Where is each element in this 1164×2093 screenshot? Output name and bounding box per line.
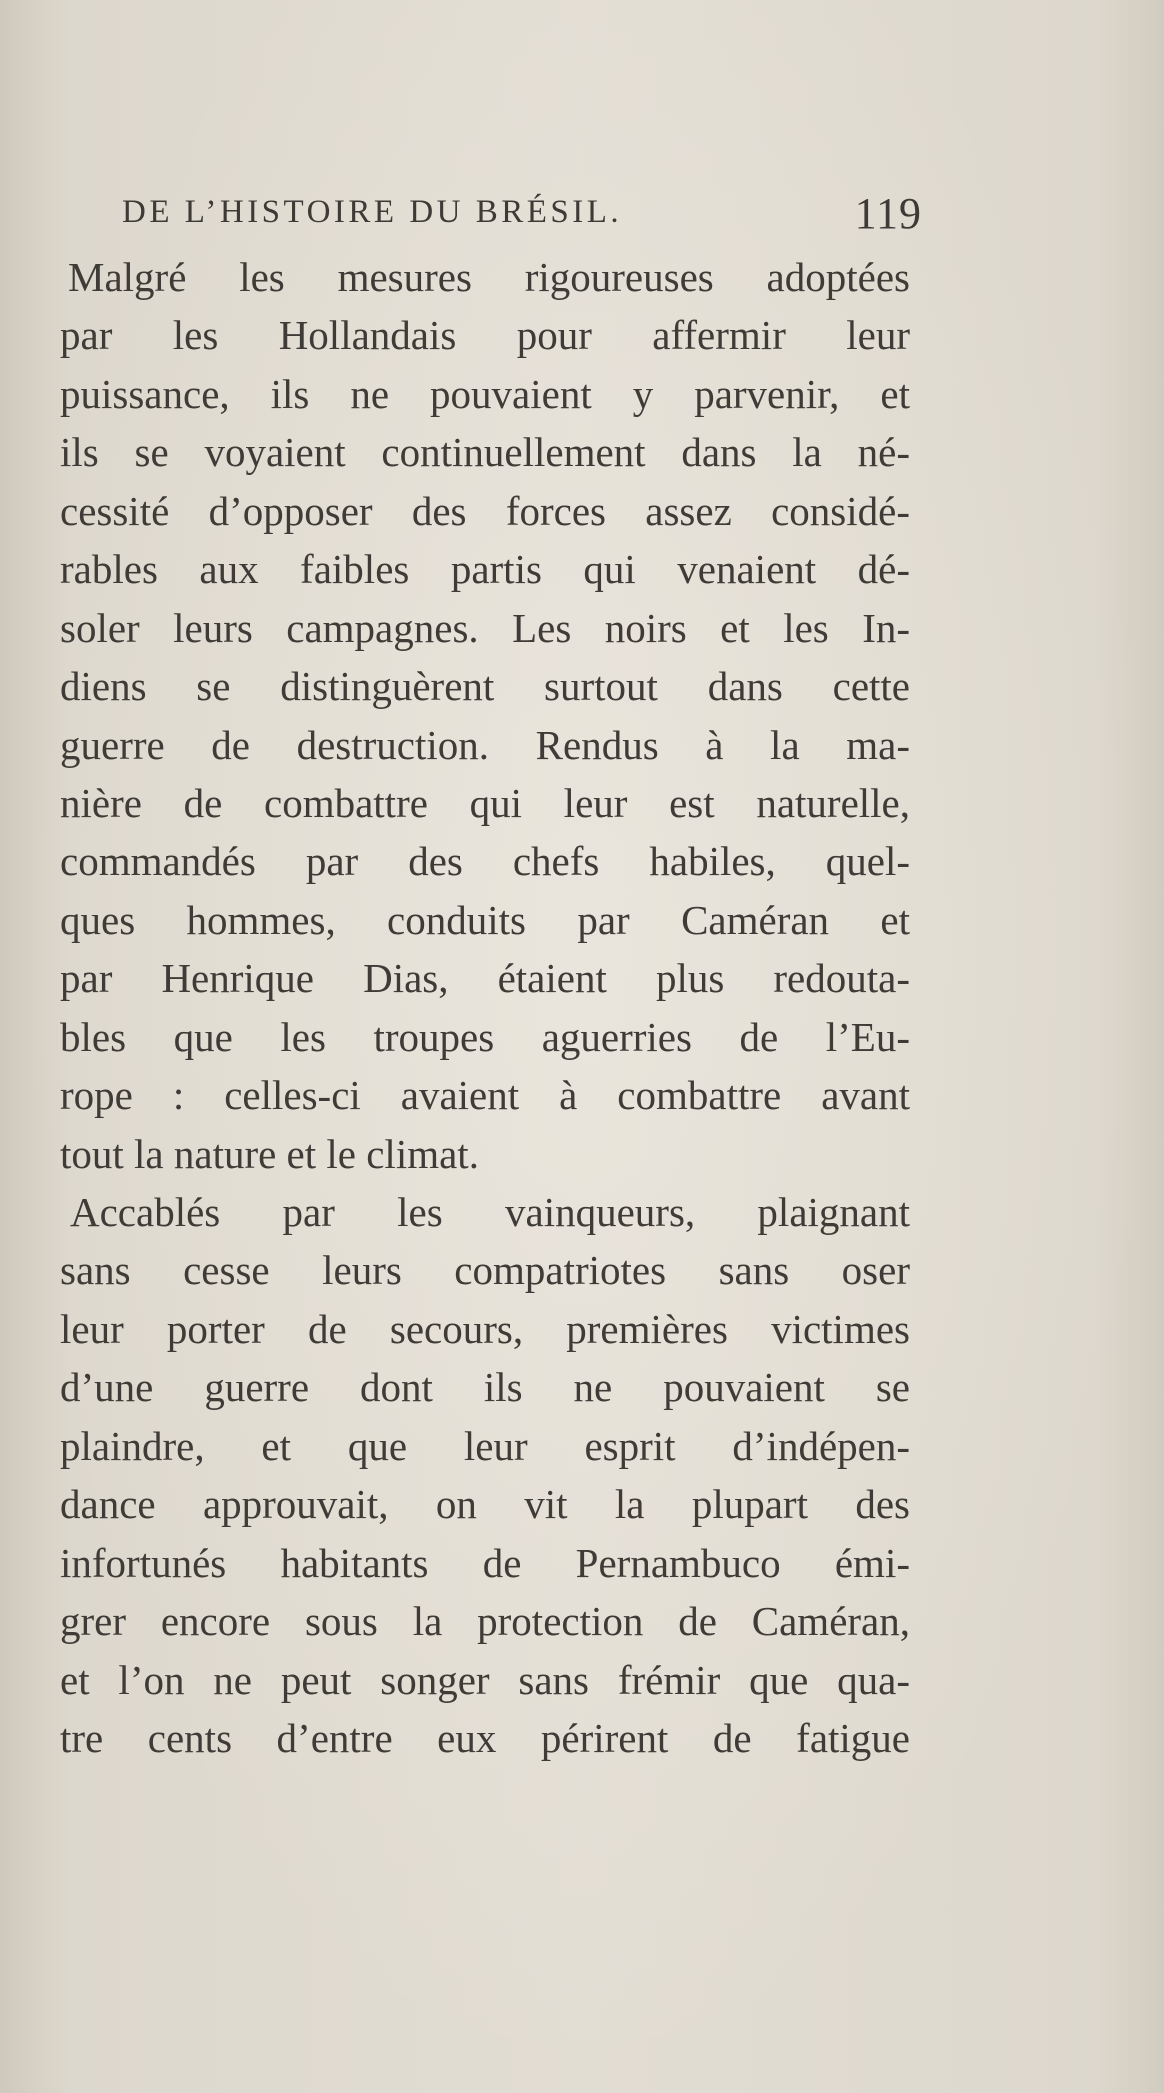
text-line: d’une guerre dont ils ne pouvaient se xyxy=(60,1364,910,1411)
text-line: guerre de destruction. Rendus à la ma- xyxy=(60,721,910,768)
text-line: Malgré les mesures rigoureuses adoptées xyxy=(68,254,910,300)
text-line: grer encore sous la protection de Caméran, xyxy=(60,1598,910,1645)
text-line: par Henrique Dias, étaient plus redouta- xyxy=(60,955,910,1002)
text-line: ils se voyaient continuellement dans la né- xyxy=(60,429,910,476)
text-line: nière de combattre qui leur est naturelle, xyxy=(60,779,910,826)
text-line: commandés par des chefs habiles, quel- xyxy=(60,838,910,885)
running-title: DE L’HISTOIRE DU BRÉSIL. xyxy=(122,194,623,230)
text-line: rables aux faibles partis qui venaient dé- xyxy=(60,546,910,593)
page-number: 119 xyxy=(854,189,922,238)
text-line: puissance, ils ne pouvaient y parvenir, et xyxy=(60,370,910,417)
text-line: rope : celles-ci avaient à combattre avant xyxy=(60,1072,910,1119)
page-header xyxy=(122,188,922,248)
text-line: ques hommes, conduits par Caméran et xyxy=(60,896,910,943)
text-line: dance approuvait, on vit la plupart des xyxy=(60,1481,910,1528)
text-line: sans cesse leurs compatriotes sans oser xyxy=(60,1247,910,1294)
text-line: leur porter de secours, premières victimes xyxy=(60,1305,910,1352)
text-line: plaindre, et que leur esprit d’indépen- xyxy=(60,1422,910,1469)
text-line: tre cents d’entre eux périrent de fatigue xyxy=(60,1714,910,1761)
text-line: diens se distinguèrent surtout dans cette xyxy=(60,663,910,710)
body-text xyxy=(60,248,910,1767)
text-line: par les Hollandais pour affermir leur xyxy=(60,312,910,359)
text-line: cessité d’opposer des forces assez considé- xyxy=(60,487,910,534)
text-line: bles que les troupes aguerries de l’Eu- xyxy=(60,1013,910,1060)
text-line-paragraph-start: Accablés par les vainqueurs, plaignant xyxy=(70,1189,910,1235)
text-line: et l’on ne peut songer sans frémir que qua- xyxy=(60,1656,910,1703)
text-line: infortunés habitants de Pernambuco émi- xyxy=(60,1539,910,1586)
text-line: soler leurs campagnes. Les noirs et les In- xyxy=(60,604,910,651)
text-line-paragraph-end: tout la nature et le climat. xyxy=(60,1130,479,1177)
